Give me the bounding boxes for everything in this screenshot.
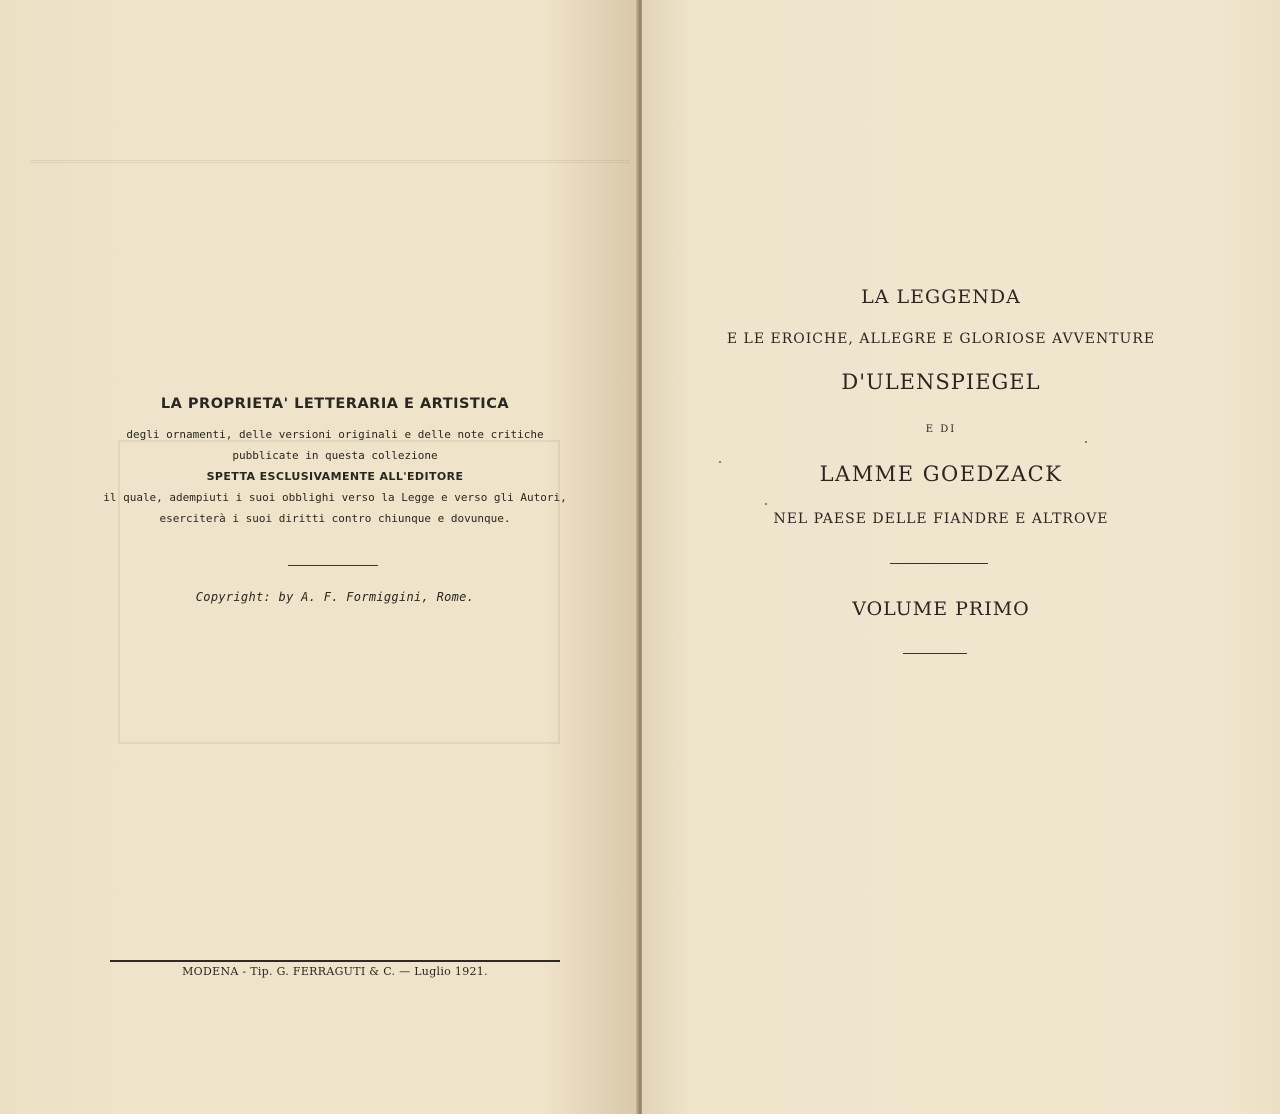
title-la-leggenda: LA LEGGENDA bbox=[861, 286, 1021, 308]
rights-line-3: il quale, adempiuti i suoi obblighi verso la Legge e verso gli Autori, bbox=[103, 491, 567, 504]
title-ulenspiegel: D'ULENSPIEGEL bbox=[841, 370, 1041, 394]
rights-line-1: degli ornamenti, delle versioni originali e delle note critiche bbox=[126, 428, 544, 441]
title-subtitle: E LE EROICHE, ALLEGRE E GLORIOSE AVVENTURE bbox=[726, 331, 1156, 347]
paper-speck bbox=[1085, 441, 1087, 443]
show-through-banner bbox=[30, 40, 630, 163]
copyright-line: Copyright: by A. F. Formiggini, Rome. bbox=[195, 590, 475, 604]
title-divider-rule bbox=[890, 563, 988, 564]
printer-imprint: MODENA - Tip. G. FERRAGUTI & C. — Luglio 1921. bbox=[182, 965, 488, 978]
paper-speck bbox=[765, 503, 767, 505]
title-e-di: E DI bbox=[925, 424, 957, 435]
title-lamme-goedzack: LAMME GOEDZACK bbox=[819, 462, 1063, 486]
title-paese: NEL PAESE DELLE FIANDRE E ALTROVE bbox=[773, 511, 1109, 527]
divider-rule bbox=[288, 565, 378, 566]
rights-bold-line: SPETTA ESCLUSIVAMENTE ALL'EDITORE bbox=[206, 470, 464, 483]
rights-line-2: pubblicate in questa collezione bbox=[232, 449, 438, 462]
rights-title: LA PROPRIETA' LETTERARIA E ARTISTICA bbox=[160, 396, 510, 412]
printer-rule bbox=[110, 960, 560, 962]
rights-notice bbox=[100, 396, 570, 529]
paper-speck bbox=[719, 461, 721, 463]
volume-divider-rule bbox=[903, 653, 967, 654]
volume-label: VOLUME PRIMO bbox=[852, 598, 1030, 620]
rights-line-4: eserciterà i suoi diritti contro chiunque e dovunque. bbox=[159, 512, 511, 525]
right-page bbox=[642, 0, 1280, 1114]
